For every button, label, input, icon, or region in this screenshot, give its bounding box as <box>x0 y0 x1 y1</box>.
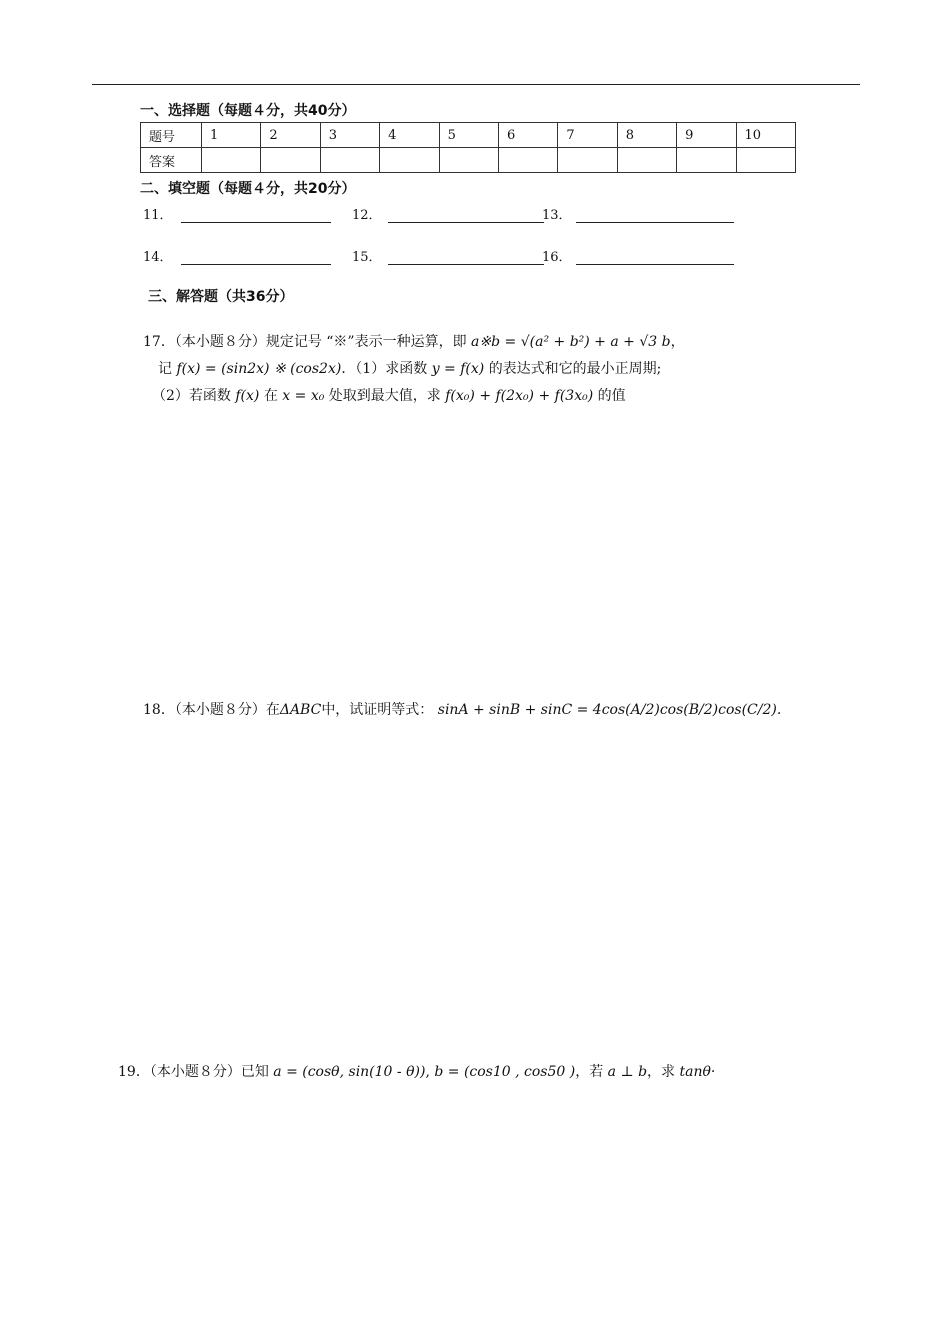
q17-mid1: 在 <box>263 388 278 404</box>
number-cell: 8 <box>617 123 676 148</box>
q19-perp: a ⊥ b <box>607 1064 648 1080</box>
q17-formula-f: f(x) = (sin2x) ※ (cos2x) <box>176 361 342 377</box>
q19-mid: ，若 <box>575 1064 604 1080</box>
fill-item-16 <box>542 246 734 265</box>
number-cell: 9 <box>677 123 736 148</box>
answer-cell[interactable] <box>736 148 795 173</box>
q18-formula: sinA + sinB + sinC = 4cos(A/2)cos(B/2)cos(C/2). <box>437 702 782 718</box>
fill-label: 13． <box>542 208 572 223</box>
fill-blank[interactable] <box>576 250 734 265</box>
fill-label: 14． <box>143 250 173 265</box>
q17-part2-prefix: （2）若函数 <box>152 388 231 404</box>
section-solve-title: 三、解答题（共36分） <box>148 289 294 305</box>
q17-end: 的表达式和它的最小正周期; <box>488 361 662 377</box>
answer-cell[interactable] <box>439 148 498 173</box>
top-rule <box>92 84 860 85</box>
q19-vector-a: a = (cosθ, sin(10 - θ)) <box>273 1064 426 1080</box>
number-cell: 6 <box>498 123 557 148</box>
row-label-number: 题号 <box>141 123 202 148</box>
row-label-answer: 答案 <box>141 148 202 173</box>
number-row <box>141 123 796 148</box>
fill-blank[interactable] <box>181 208 331 223</box>
q19-sep: , <box>425 1064 435 1080</box>
q17-x0: x = x₀ <box>282 388 325 404</box>
q18-text: （本小题８分）在 <box>174 702 280 718</box>
fill-blank[interactable] <box>388 208 544 223</box>
q17-sum: f(x₀) + f(2x₀) + f(3x₀) <box>445 388 594 404</box>
q19-target: tanθ· <box>679 1064 716 1080</box>
answer-table <box>140 122 796 173</box>
q19-ask: ，求 <box>647 1064 676 1080</box>
fill-label: 12． <box>352 208 382 223</box>
answer-cell[interactable] <box>498 148 557 173</box>
answer-row <box>141 148 796 173</box>
q18-text2: 中，试证明等式： <box>321 702 434 718</box>
section-choice-title: 一、选择题（每题４分，共40分） <box>140 103 356 119</box>
fill-label: 11． <box>143 208 173 223</box>
q19-vector-b: b = (cos10 , cos50 ) <box>434 1064 576 1080</box>
section-fill-title: 二、填空题（每题４分，共20分） <box>140 181 356 197</box>
q17-prefix: 记 <box>158 361 172 377</box>
q17-text: （本小题８分）规定记号 “※”表示一种运算，即 <box>174 334 467 350</box>
number-cell: 5 <box>439 123 498 148</box>
q17-line3 <box>152 384 626 408</box>
fill-item-15 <box>352 246 544 265</box>
q19-text: （本小题８分）已知 <box>149 1064 269 1080</box>
q18-number: 18． <box>143 702 175 718</box>
q19-line <box>118 1060 715 1084</box>
q18-triangle: ΔABC <box>279 702 322 718</box>
q17-mid2: 处取到最大值，求 <box>328 388 441 404</box>
q17-end2: 的值 <box>597 388 626 404</box>
q19-number: 19． <box>118 1064 150 1080</box>
fill-item-13 <box>542 204 734 223</box>
q17-formula-op: a※b = √(a² + b²) + a + √3 b <box>471 334 671 350</box>
number-cell: 3 <box>320 123 379 148</box>
q17-mid: ．（1）求函数 <box>341 361 428 377</box>
number-cell: 2 <box>261 123 320 148</box>
fill-label: 15． <box>352 250 382 265</box>
fill-item-14 <box>143 246 331 265</box>
q17-number: 17． <box>143 334 175 350</box>
answer-cell[interactable] <box>380 148 439 173</box>
answer-cell[interactable] <box>320 148 379 173</box>
q18-line <box>143 698 781 722</box>
number-cell: 10 <box>736 123 795 148</box>
fill-label: 16． <box>542 250 572 265</box>
fill-item-11 <box>143 204 331 223</box>
q17-fx: f(x) <box>235 388 260 404</box>
number-cell: 1 <box>202 123 261 148</box>
number-cell: 7 <box>558 123 617 148</box>
answer-cell[interactable] <box>261 148 320 173</box>
fill-blank[interactable] <box>181 250 331 265</box>
answer-cell[interactable] <box>558 148 617 173</box>
fill-blank[interactable] <box>388 250 544 265</box>
q17-formula-y: y = f(x) <box>431 361 485 377</box>
q17-punct: ， <box>670 334 685 350</box>
fill-blank[interactable] <box>576 208 734 223</box>
number-cell: 4 <box>380 123 439 148</box>
answer-cell[interactable] <box>202 148 261 173</box>
answer-cell[interactable] <box>677 148 736 173</box>
answer-cell[interactable] <box>617 148 676 173</box>
q17-line2 <box>158 357 661 381</box>
q17-line1 <box>143 330 685 354</box>
fill-item-12 <box>352 204 544 223</box>
